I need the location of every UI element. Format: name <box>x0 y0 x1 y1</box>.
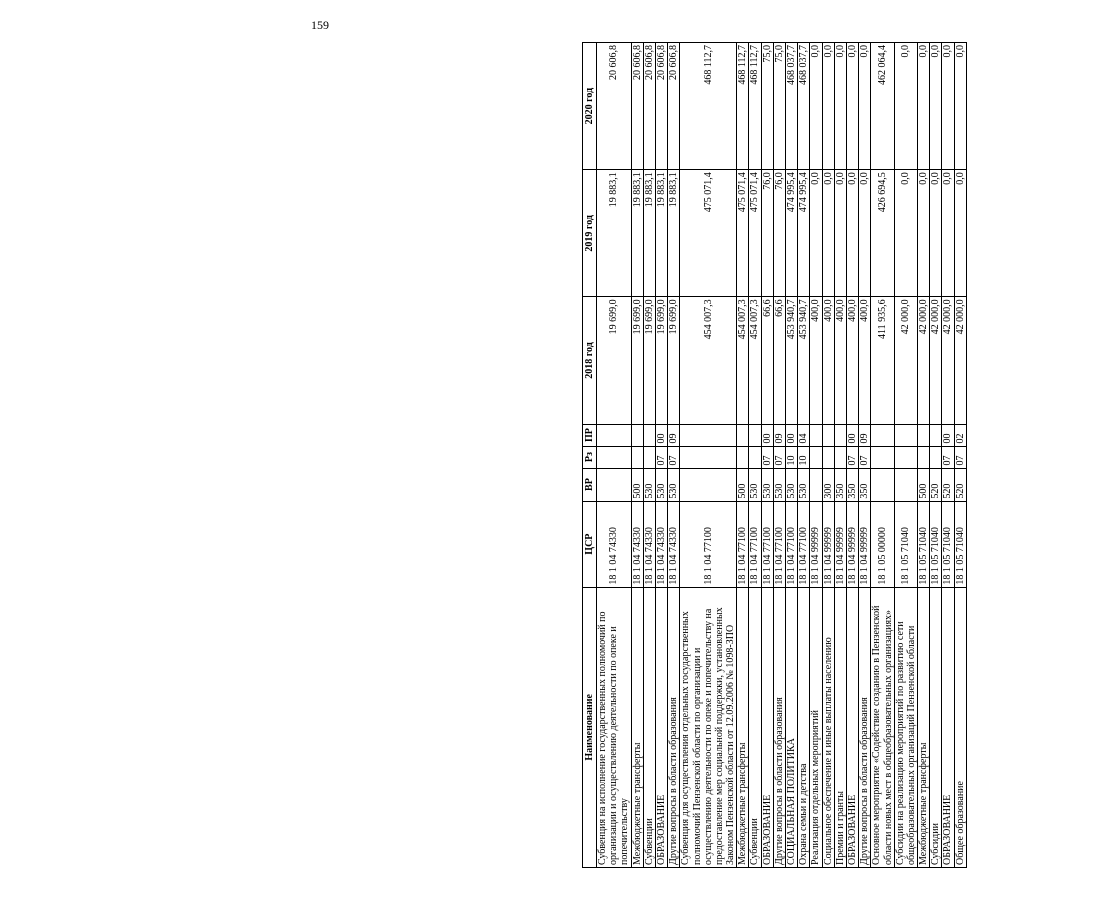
row-vr: 530 <box>761 468 773 501</box>
row-vr <box>871 468 894 501</box>
table-row <box>859 43 871 868</box>
row-2018: 400,0 <box>846 297 858 424</box>
row-2020: 468 112,7 <box>749 43 761 170</box>
row-csr: 18 1 04 99999 <box>846 501 858 587</box>
row-vr: 350 <box>846 468 858 501</box>
row-vr: 300 <box>822 468 834 501</box>
row-2020: 0,0 <box>810 43 822 170</box>
row-vr: 520 <box>930 468 942 501</box>
row-csr: 18 1 04 99999 <box>822 501 834 587</box>
header-name: Наименование <box>583 587 597 867</box>
row-2019: 19 883,1 <box>668 170 680 297</box>
row-2018: 19 699,0 <box>668 297 680 424</box>
row-rz <box>737 446 749 468</box>
row-2018: 66,6 <box>773 297 785 424</box>
row-pr: 00 <box>655 424 667 446</box>
row-2020: 20 606,8 <box>668 43 680 170</box>
row-rz <box>930 446 942 468</box>
row-csr: 18 1 04 77100 <box>737 501 749 587</box>
row-rz <box>834 446 846 468</box>
row-pr <box>810 424 822 446</box>
row-2018: 42 000,0 <box>954 297 966 424</box>
row-pr: 00 <box>942 424 954 446</box>
table-row <box>930 43 942 868</box>
table-row <box>786 43 798 868</box>
row-2019: 474 995,4 <box>798 170 810 297</box>
row-2018: 42 000,0 <box>894 297 917 424</box>
row-vr <box>810 468 822 501</box>
row-2020: 75,0 <box>773 43 785 170</box>
table-row <box>822 43 834 868</box>
row-csr: 18 1 04 77100 <box>749 501 761 587</box>
row-csr: 18 1 04 74330 <box>655 501 667 587</box>
row-2020: 0,0 <box>918 43 930 170</box>
row-vr <box>597 468 632 501</box>
row-2019: 0,0 <box>930 170 942 297</box>
row-rz: 07 <box>655 446 667 468</box>
row-2018: 42 000,0 <box>942 297 954 424</box>
table-row <box>810 43 822 868</box>
header-2020: 2020 год <box>583 43 597 170</box>
row-vr: 350 <box>834 468 846 501</box>
row-2019: 0,0 <box>834 170 846 297</box>
table-row <box>680 43 737 868</box>
row-name: ОБРАЗОВАНИЕ <box>761 587 773 867</box>
row-name: Субсидии <box>930 587 942 867</box>
row-2018: 411 935,6 <box>871 297 894 424</box>
row-name: Другие вопросы в области образования <box>859 587 871 867</box>
row-2018: 42 000,0 <box>930 297 942 424</box>
row-vr: 500 <box>737 468 749 501</box>
row-2018: 66,6 <box>761 297 773 424</box>
table-row <box>597 43 632 868</box>
row-2020: 75,0 <box>761 43 773 170</box>
table-row <box>749 43 761 868</box>
row-rz <box>918 446 930 468</box>
row-2020: 468 112,7 <box>680 43 737 170</box>
row-rz <box>597 446 632 468</box>
row-pr: 02 <box>954 424 966 446</box>
row-name: Межбюджетные трансферты <box>918 587 930 867</box>
row-2020: 20 606,8 <box>631 43 643 170</box>
row-pr: 09 <box>859 424 871 446</box>
row-name: Межбюджетные трансферты <box>737 587 749 867</box>
row-csr: 18 1 04 77100 <box>761 501 773 587</box>
row-2020: 0,0 <box>846 43 858 170</box>
row-csr: 18 1 04 99999 <box>834 501 846 587</box>
row-rz <box>643 446 655 468</box>
row-pr: 00 <box>846 424 858 446</box>
table-row <box>631 43 643 868</box>
row-vr: 530 <box>655 468 667 501</box>
row-name: ОБРАЗОВАНИЕ <box>942 587 954 867</box>
row-name: Премии и гранты <box>834 587 846 867</box>
row-pr: 00 <box>761 424 773 446</box>
row-2020: 20 606,8 <box>597 43 632 170</box>
row-2018: 454 007,3 <box>737 297 749 424</box>
row-vr: 530 <box>773 468 785 501</box>
row-2019: 475 071,4 <box>737 170 749 297</box>
row-2018: 42 000,0 <box>918 297 930 424</box>
row-pr <box>822 424 834 446</box>
row-csr: 18 1 04 77100 <box>680 501 737 587</box>
row-2019: 0,0 <box>942 170 954 297</box>
row-rz: 07 <box>859 446 871 468</box>
row-vr: 530 <box>643 468 655 501</box>
row-rz: 07 <box>846 446 858 468</box>
table-row <box>894 43 917 868</box>
row-name: Основное мероприятие «Содействие созданию в Пензенской области новых мест в общеобразовательных организациях» <box>871 587 894 867</box>
row-name: Реализация отдельных мероприятий <box>810 587 822 867</box>
header-rz: Рз <box>583 446 597 468</box>
row-2019: 19 883,1 <box>643 170 655 297</box>
page-number: 159 <box>311 18 329 32</box>
row-pr: 09 <box>773 424 785 446</box>
table-row <box>761 43 773 868</box>
row-name: Субвенция для осуществления отдельных государственных полномочий Пензенской области по организации и осуществлению деятельности по опеке и попечительству на предоставление мер социальной поддержки, установленных Законом Пензенской области от 12.09.2006 № 1098-ЗПО <box>680 587 737 867</box>
row-2020: 0,0 <box>834 43 846 170</box>
row-2020: 20 606,8 <box>655 43 667 170</box>
row-2019: 426 694,5 <box>871 170 894 297</box>
row-name: Субвенция на исполнение государственных полномочий по организации и осуществлению деятельности по опеке и попечительству <box>597 587 632 867</box>
table-body <box>597 43 967 868</box>
row-vr: 530 <box>786 468 798 501</box>
row-csr: 18 1 04 74330 <box>631 501 643 587</box>
row-name: СОЦИАЛЬНАЯ ПОЛИТИКА <box>786 587 798 867</box>
row-vr: 500 <box>918 468 930 501</box>
row-rz <box>822 446 834 468</box>
row-2019: 0,0 <box>894 170 917 297</box>
row-csr: 18 1 04 99999 <box>859 501 871 587</box>
row-2019: 19 883,1 <box>631 170 643 297</box>
row-name: Субвенции <box>749 587 761 867</box>
table-row <box>954 43 966 868</box>
row-pr <box>918 424 930 446</box>
row-vr: 520 <box>954 468 966 501</box>
row-2020: 0,0 <box>942 43 954 170</box>
table-row <box>773 43 785 868</box>
row-vr: 350 <box>859 468 871 501</box>
row-vr: 500 <box>631 468 643 501</box>
row-rz <box>871 446 894 468</box>
row-name: Субвенции <box>643 587 655 867</box>
row-2019: 0,0 <box>859 170 871 297</box>
row-rz: 07 <box>773 446 785 468</box>
row-2018: 19 699,0 <box>643 297 655 424</box>
header-2018: 2018 год <box>583 297 597 424</box>
row-rz: 07 <box>942 446 954 468</box>
row-rz: 07 <box>668 446 680 468</box>
row-csr: 18 1 05 71040 <box>894 501 917 587</box>
row-csr: 18 1 05 71040 <box>942 501 954 587</box>
row-2019: 0,0 <box>810 170 822 297</box>
row-2018: 400,0 <box>810 297 822 424</box>
row-2018: 454 007,3 <box>680 297 737 424</box>
row-rz: 07 <box>761 446 773 468</box>
row-rz: 10 <box>798 446 810 468</box>
row-2019: 0,0 <box>846 170 858 297</box>
table-row <box>668 43 680 868</box>
row-pr: 09 <box>668 424 680 446</box>
row-rz: 07 <box>954 446 966 468</box>
row-2020: 0,0 <box>859 43 871 170</box>
row-name: ОБРАЗОВАНИЕ <box>655 587 667 867</box>
row-pr <box>749 424 761 446</box>
row-pr <box>631 424 643 446</box>
row-2019: 76,0 <box>773 170 785 297</box>
row-2018: 453 940,7 <box>786 297 798 424</box>
row-rz: 10 <box>786 446 798 468</box>
row-vr <box>894 468 917 501</box>
row-csr: 18 1 04 99999 <box>810 501 822 587</box>
table-header-row <box>583 43 597 868</box>
row-2018: 19 699,0 <box>597 297 632 424</box>
row-name: Охрана семьи и детства <box>798 587 810 867</box>
budget-table <box>582 42 967 868</box>
row-rz <box>680 446 737 468</box>
row-name: Общее образование <box>954 587 966 867</box>
header-2019: 2019 год <box>583 170 597 297</box>
row-2019: 475 071,4 <box>680 170 737 297</box>
row-2018: 400,0 <box>822 297 834 424</box>
table-row <box>737 43 749 868</box>
row-vr: 530 <box>749 468 761 501</box>
row-2018: 19 699,0 <box>655 297 667 424</box>
row-rz <box>631 446 643 468</box>
row-2018: 400,0 <box>859 297 871 424</box>
table-row <box>643 43 655 868</box>
header-vr: ВР <box>583 468 597 501</box>
row-csr: 18 1 04 77100 <box>786 501 798 587</box>
table-row <box>918 43 930 868</box>
row-vr: 530 <box>668 468 680 501</box>
table-row <box>655 43 667 868</box>
row-csr: 18 1 04 74330 <box>643 501 655 587</box>
row-name: Другие вопросы в области образования <box>668 587 680 867</box>
row-csr: 18 1 05 00000 <box>871 501 894 587</box>
row-csr: 18 1 05 71040 <box>954 501 966 587</box>
table-row <box>871 43 894 868</box>
row-csr: 18 1 04 74330 <box>597 501 632 587</box>
row-2020: 0,0 <box>930 43 942 170</box>
row-2020: 0,0 <box>894 43 917 170</box>
row-csr: 18 1 04 74330 <box>668 501 680 587</box>
row-2020: 0,0 <box>954 43 966 170</box>
table-row <box>846 43 858 868</box>
row-pr <box>871 424 894 446</box>
row-rz <box>749 446 761 468</box>
row-pr: 04 <box>798 424 810 446</box>
row-pr <box>597 424 632 446</box>
row-2019: 0,0 <box>822 170 834 297</box>
row-2018: 453 940,7 <box>798 297 810 424</box>
row-2019: 0,0 <box>954 170 966 297</box>
row-2018: 454 007,3 <box>749 297 761 424</box>
row-name: ОБРАЗОВАНИЕ <box>846 587 858 867</box>
row-2018: 400,0 <box>834 297 846 424</box>
row-rz <box>810 446 822 468</box>
row-csr: 18 1 04 77100 <box>798 501 810 587</box>
rotated-budget-table <box>582 42 1103 868</box>
row-2020: 0,0 <box>822 43 834 170</box>
table-row <box>834 43 846 868</box>
row-name: Социальное обеспечение и иные выплаты населению <box>822 587 834 867</box>
header-pr: ПР <box>583 424 597 446</box>
row-pr <box>930 424 942 446</box>
row-2019: 474 995,4 <box>786 170 798 297</box>
row-2020: 468 037,7 <box>798 43 810 170</box>
row-2019: 19 883,1 <box>655 170 667 297</box>
row-name: Межбюджетные трансферты <box>631 587 643 867</box>
table-row <box>798 43 810 868</box>
row-vr <box>680 468 737 501</box>
row-name: Другие вопросы в области образования <box>773 587 785 867</box>
row-pr: 00 <box>786 424 798 446</box>
row-name: Субсидии на реализацию мероприятий по развитию сети общеобразовательных организаций Пензенской области <box>894 587 917 867</box>
row-vr: 530 <box>798 468 810 501</box>
row-2019: 0,0 <box>918 170 930 297</box>
row-2018: 19 699,0 <box>631 297 643 424</box>
row-csr: 18 1 05 71040 <box>918 501 930 587</box>
row-rz <box>894 446 917 468</box>
row-pr <box>894 424 917 446</box>
header-csr: ЦСР <box>583 501 597 587</box>
table-row <box>942 43 954 868</box>
row-2020: 20 606,8 <box>643 43 655 170</box>
row-pr <box>680 424 737 446</box>
row-2020: 468 037,7 <box>786 43 798 170</box>
row-vr: 520 <box>942 468 954 501</box>
row-csr: 18 1 05 71040 <box>930 501 942 587</box>
row-pr <box>643 424 655 446</box>
row-2019: 19 883,1 <box>597 170 632 297</box>
row-2019: 76,0 <box>761 170 773 297</box>
row-pr <box>834 424 846 446</box>
row-2020: 468 112,7 <box>737 43 749 170</box>
row-pr <box>737 424 749 446</box>
row-2019: 475 071,4 <box>749 170 761 297</box>
row-2020: 462 064,4 <box>871 43 894 170</box>
row-csr: 18 1 04 77100 <box>773 501 785 587</box>
